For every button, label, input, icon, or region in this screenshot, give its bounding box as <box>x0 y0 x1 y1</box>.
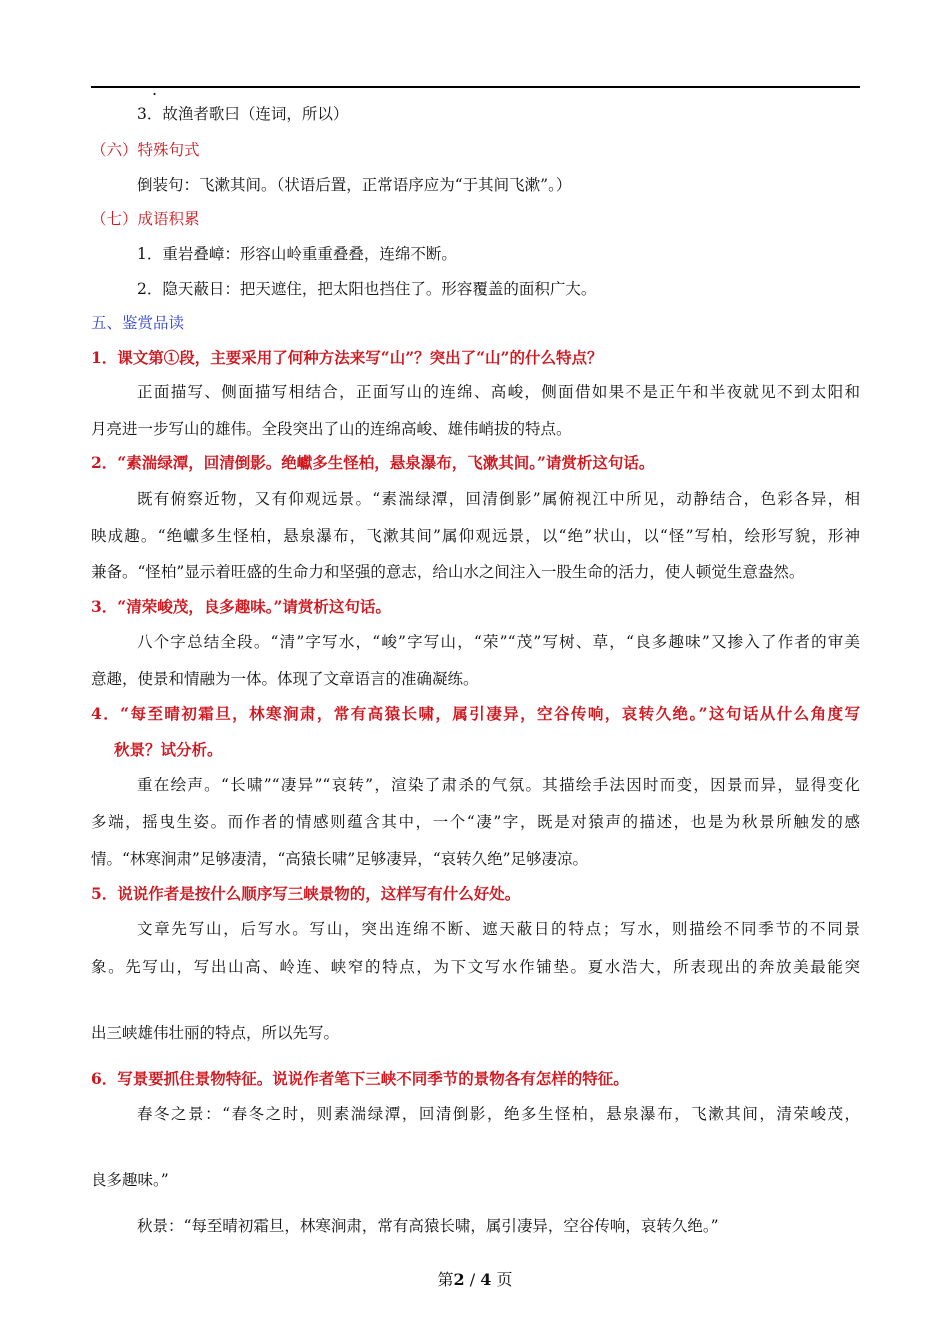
section-heading-6: （六）特殊句式 <box>91 141 200 159</box>
answer-line: 映成趣。“绝巘多生怪柏，悬泉瀑布，飞漱其间”属仰观远景，以“绝”状山，以“怪”写柏，绘形写貌，形神 <box>91 527 860 545</box>
footer-prefix: 第 <box>437 1270 454 1289</box>
section-heading-7: （七）成语积累 <box>91 210 200 228</box>
answer-line: 多端，摇曳生姿。而作者的情感则蕴含其中，一个“凄”字，既是对猿声的描述，也是为秋景所触发的感 <box>91 813 860 831</box>
question-3: 3．“清荣峻茂，良多趣味。”请赏析这句话。 <box>91 597 391 616</box>
answer-line: 出三峡雄伟壮丽的特点，所以先写。 <box>91 1024 340 1042</box>
answer-line: 文章先写山，后写水。写山，突出连绵不断、遮天蔽日的特点；写水，则描绘不同季节的不同景 <box>137 920 860 938</box>
answer-line: 月亮进一步写山的雄伟。全段突出了山的连绵高峻、雄伟峭拔的特点。 <box>91 420 572 438</box>
question-1: 1．课文第①段，主要采用了何种方法来写“山”？突出了“山”的什么特点？ <box>91 348 603 367</box>
text-line: 1．重岩叠嶂：形容山岭重重叠叠，连绵不断。 <box>137 245 457 263</box>
footer-separator: / <box>464 1270 481 1289</box>
header-rule <box>91 86 860 88</box>
page-footer <box>0 1270 950 1290</box>
footer-page-total: 4 <box>480 1270 492 1289</box>
question-5: 5．说说作者是按什么顺序写三峡景物的，这样写有什么好处。 <box>91 884 521 903</box>
bullet-dot: . <box>152 80 158 99</box>
answer-line: 重在绘声。“长啸”“凄异”“哀转”，渲染了肃杀的气氛。其描绘手法因时而变，因景而异，显得变化 <box>137 776 860 794</box>
answer-line: 秋景：“每至晴初霜旦，林寒涧肃，常有高猿长啸，属引凄异，空谷传响，哀转久绝。” <box>137 1217 719 1235</box>
footer-suffix: 页 <box>491 1270 513 1289</box>
footer-page-number: 2 <box>453 1270 465 1289</box>
text-line: 2．隐天蔽日：把天遮住，把太阳也挡住了。形容覆盖的面积广大。 <box>137 280 597 298</box>
answer-line: 情。“林寒涧肃”足够凄清，“高猿长啸”足够凄异，“哀转久绝”足够凄凉。 <box>91 850 589 868</box>
answer-line: 既有俯察近物，又有仰观远景。“素湍绿潭，回清倒影”属俯视江中所见，动静结合，色彩各异，相 <box>137 490 860 508</box>
answer-line: 春冬之景：“春冬之时，则素湍绿潭，回清倒影，绝多生怪柏，悬泉瀑布，飞漱其间，清荣峻茂， <box>137 1105 860 1123</box>
question-4: 4．“每至晴初霜旦，林寒涧肃，常有高猿长啸，属引凄异，空谷传响，哀转久绝。”这句话从什么角度写 <box>91 704 860 723</box>
answer-line: 良多趣味。” <box>91 1171 169 1189</box>
question-2: 2．“素湍绿潭，回清倒影。绝巘多生怪柏，悬泉瀑布，飞漱其间。”请赏析这句话。 <box>91 453 655 472</box>
section-heading-5: 五、鉴赏品读 <box>91 314 185 332</box>
answer-line: 八个字总结全段。“清”字写水，“峻”字写山，“荣”“茂”写树、草，“良多趣味”又掺入了作者的审美 <box>137 633 860 651</box>
answer-line: 兼备。“怪柏”显示着旺盛的生命力和坚强的意志，给山水之间注入一股生命的活力，使人顿觉生意盎然。 <box>91 563 805 581</box>
answer-line: 意趣，使景和情融为一体。体现了文章语言的准确凝练。 <box>91 670 479 688</box>
answer-line: 象。先写山，写出山高、岭连、峡窄的特点，为下文写水作铺垫。夏水浩大，所表现出的奔放美最能突 <box>91 958 860 976</box>
answer-line: 正面描写、侧面描写相结合，正面写山的连绵、高峻，侧面借如果不是正午和半夜就见不到太阳和 <box>137 383 860 401</box>
text-line: 3．故渔者歌曰（连词，所以） <box>137 105 349 123</box>
text-line: 倒装句：飞漱其间。（状语后置，正常语序应为“于其间飞漱”。） <box>137 176 572 194</box>
question-4-cont: 秋景？试分析。 <box>114 740 223 759</box>
question-6: 6．写景要抓住景物特征。说说作者笔下三峡不同季节的景物各有怎样的特征。 <box>91 1069 629 1088</box>
